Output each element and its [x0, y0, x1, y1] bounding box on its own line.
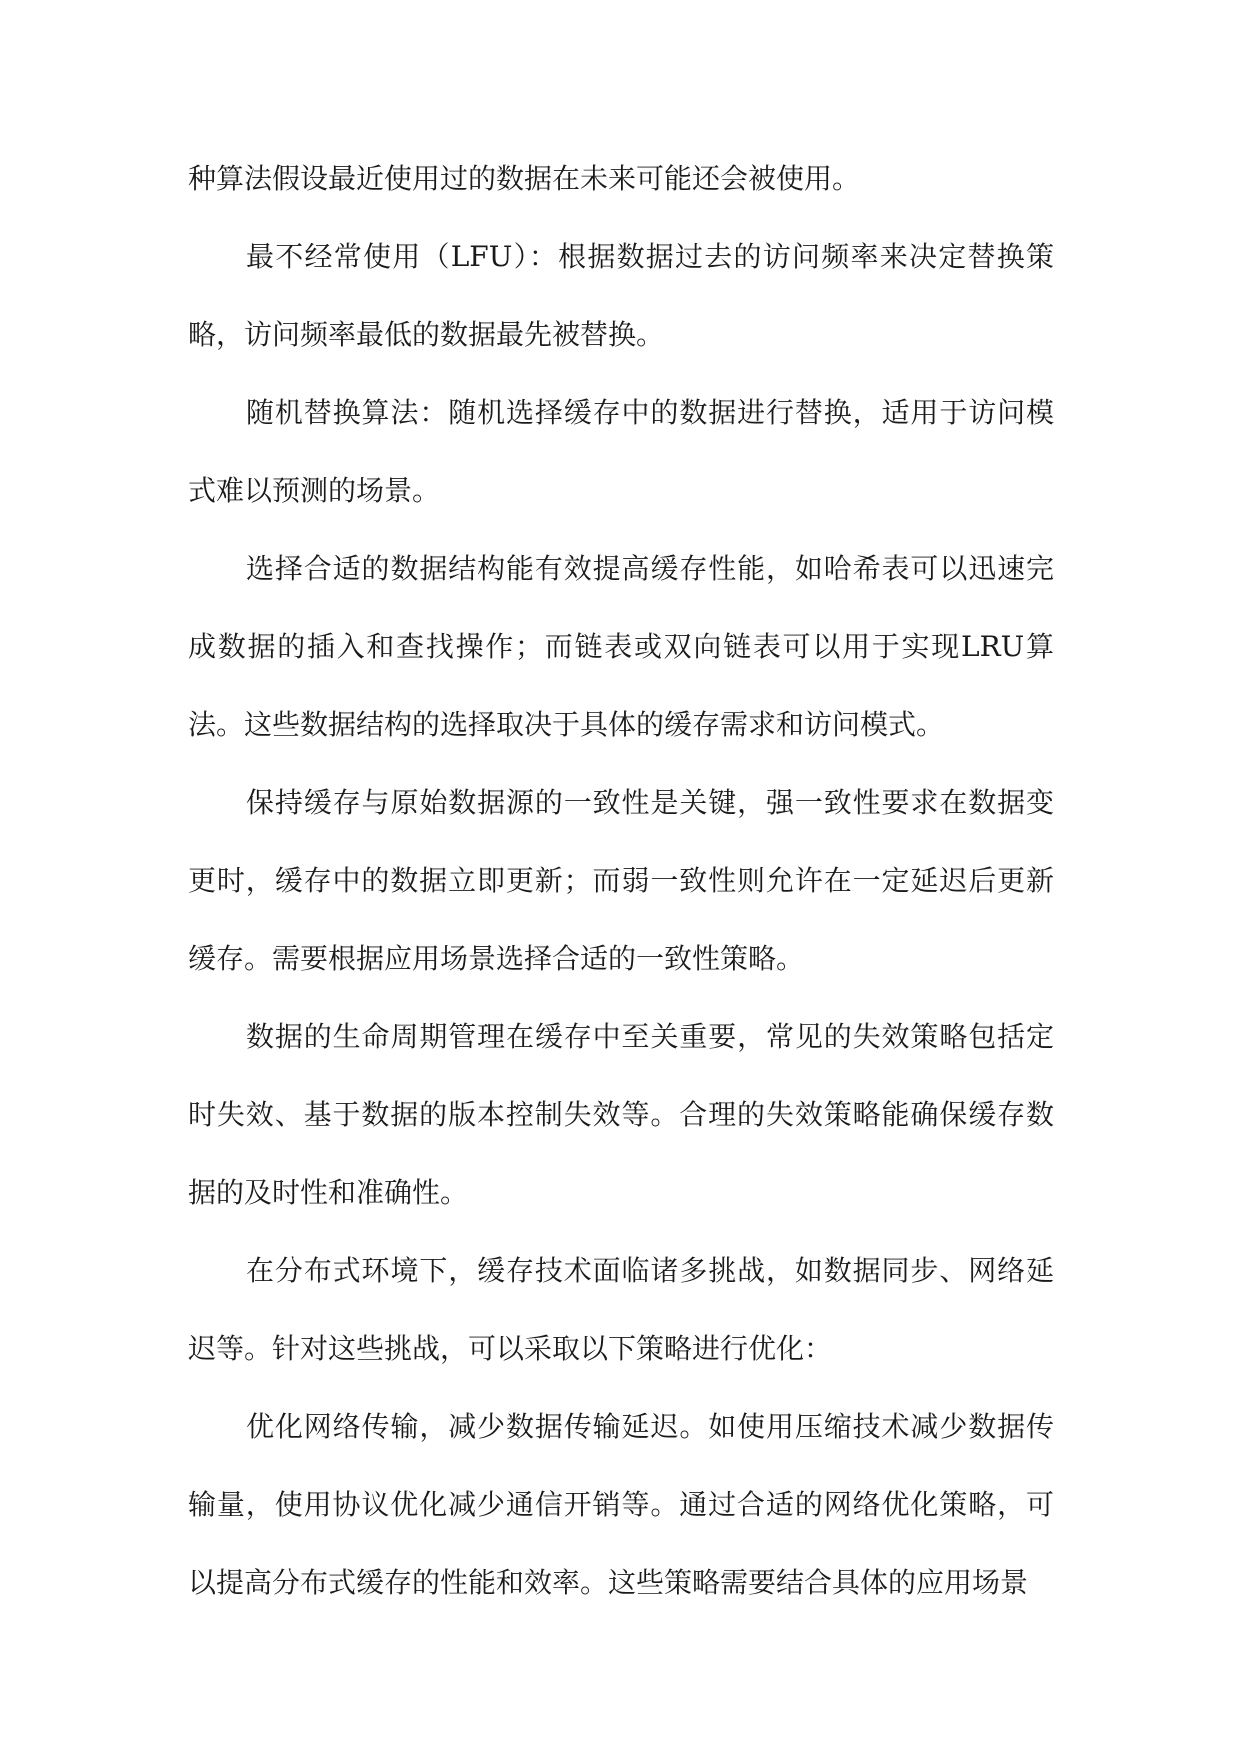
body-text — [188, 140, 1054, 1622]
paragraph-lru-continuation: 种算法假设最近使用过的数据在未来可能还会被使用。 — [188, 162, 861, 195]
paragraph-lifecycle: 数据的生命周期管理在缓存中至关重要，常见的失效策略包括定时失效、基于数据的版本控制失效等。合理的失效策略能确保缓存数据的及时性和准确性。 — [188, 1020, 1054, 1209]
paragraph-random-replacement: 随机替换算法：随机选择缓存中的数据进行替换，适用于访问模式难以预测的场景。 — [188, 396, 1054, 507]
paragraph-consistency: 保持缓存与原始数据源的一致性是关键，强一致性要求在数据变更时，缓存中的数据立即更新；而弱一致性则允许在一定延迟后更新缓存。需要根据应用场景选择合适的一致性策略。 — [188, 786, 1054, 975]
paragraph-lfu: 最不经常使用（LFU）：根据数据过去的访问频率来决定替换策略，访问频率最低的数据最先被替换。 — [188, 240, 1054, 351]
paragraph-distributed-challenges: 在分布式环境下，缓存技术面临诸多挑战，如数据同步、网络延迟等。针对这些挑战，可以采取以下策略进行优化： — [188, 1254, 1054, 1365]
paragraph-data-structures: 选择合适的数据结构能有效提高缓存性能，如哈希表可以迅速完成数据的插入和查找操作；而链表或双向链表可以用于实现LRU算法。这些数据结构的选择取决于具体的缓存需求和访问模式。 — [188, 552, 1054, 741]
paragraph-network-optimization: 优化网络传输，减少数据传输延迟。如使用压缩技术减少数据传输量，使用协议优化减少通信开销等。通过合适的网络优化策略，可以提高分布式缓存的性能和效率。这些策略需要结合具体的应用场景 — [188, 1410, 1054, 1599]
